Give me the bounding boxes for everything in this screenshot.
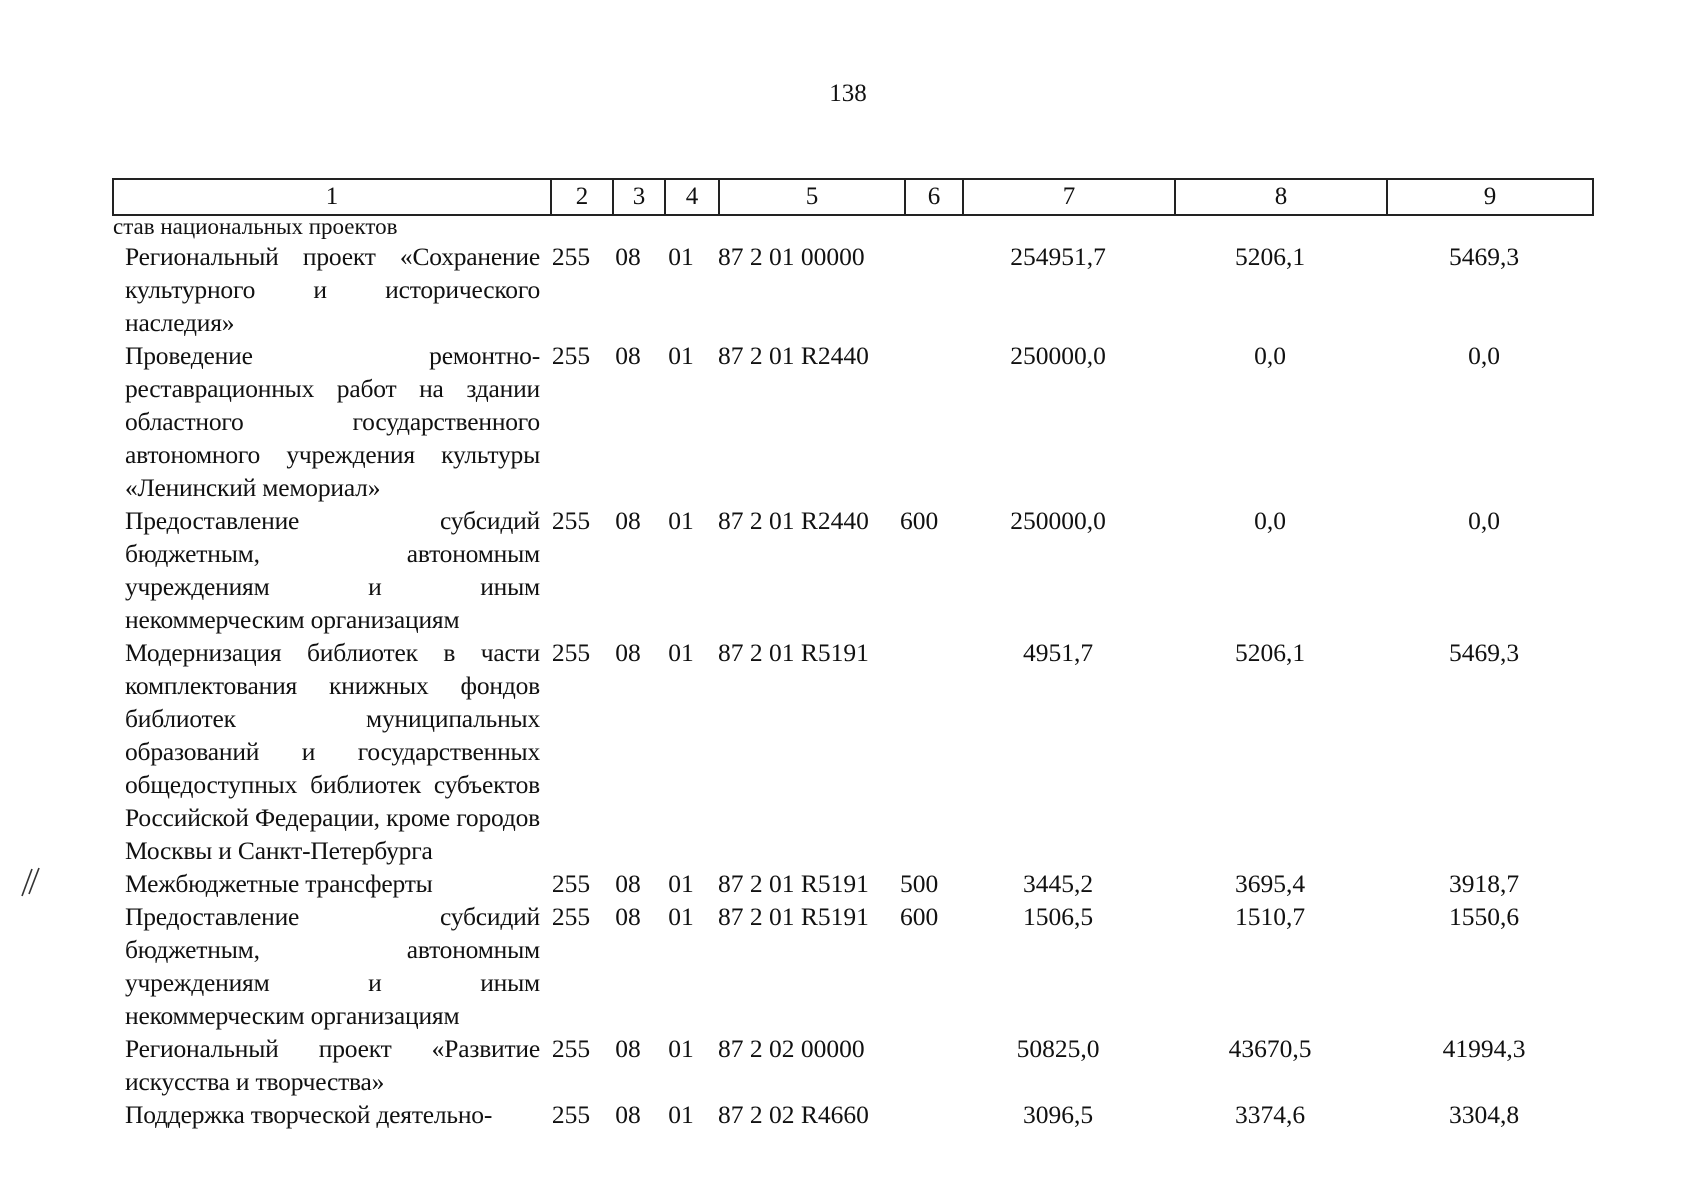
row-amount-col9: 0,0 xyxy=(1468,341,1500,370)
row-ministry-code: 255 xyxy=(551,341,591,370)
row-ministry-code: 255 xyxy=(551,902,591,931)
row-name: Межбюджетные трансферты xyxy=(125,869,433,898)
row-subsection-code: 01 xyxy=(668,902,694,931)
row-target-article: 87 2 01 R5191 xyxy=(718,902,869,931)
row-target-article: 87 2 02 R4660 xyxy=(718,1100,869,1129)
table-row xyxy=(112,240,1592,339)
row-amount-col8: 43670,5 xyxy=(1228,1034,1312,1063)
row-section-code: 08 xyxy=(615,1034,641,1063)
row-target-article: 87 2 01 00000 xyxy=(718,242,865,271)
row-name: Предоставление субсидий бюджетным, автономным учреждениям и иным некоммерческим организациям xyxy=(125,902,540,1030)
row-amount-col8: 0,0 xyxy=(1254,341,1286,370)
handwritten-margin-mark xyxy=(18,866,44,900)
row-amount-col7: 250000,0 xyxy=(1010,341,1106,370)
row-expense-type xyxy=(894,339,952,504)
row-name: Предоставление субсидий бюджетным, автономным учреждениям и иным некоммерческим организациям xyxy=(125,506,540,634)
row-amount-col8: 3374,6 xyxy=(1234,1100,1306,1129)
table-row xyxy=(112,900,1592,1032)
column-number-6: 6 xyxy=(905,179,963,215)
column-number-7: 7 xyxy=(963,179,1175,215)
row-ministry-code: 255 xyxy=(551,869,591,898)
column-number-4: 4 xyxy=(665,179,719,215)
row-name: Поддержка творческой деятельно- xyxy=(125,1100,493,1129)
row-amount-col9: 5469,3 xyxy=(1448,242,1520,271)
row-amount-col8: 5206,1 xyxy=(1234,638,1306,667)
row-amount-col7: 3445,2 xyxy=(1022,869,1094,898)
row-subsection-code: 01 xyxy=(668,1100,694,1129)
row-target-article: 87 2 01 R2440 xyxy=(718,506,869,535)
table-row xyxy=(112,867,1592,900)
column-number-8: 8 xyxy=(1175,179,1387,215)
row-section-code: 08 xyxy=(615,1100,641,1129)
row-amount-col7: 254951,7 xyxy=(1010,242,1106,271)
column-number-2: 2 xyxy=(551,179,613,215)
row-ministry-code: 255 xyxy=(551,1034,591,1063)
table-row xyxy=(112,636,1592,867)
row-name: Проведение ремонтно-реставрационных работ на здании областного государственного автономного учреждения культуры «Ленинский мемориал» xyxy=(125,341,540,502)
row-expense-type xyxy=(894,636,952,867)
row-expense-type: 500 xyxy=(900,869,939,898)
row-amount-col9: 41994,3 xyxy=(1442,1034,1526,1063)
row-amount-col9: 5469,3 xyxy=(1448,638,1520,667)
row-amount-col9: 3304,8 xyxy=(1448,1100,1520,1129)
row-amount-col9: 3918,7 xyxy=(1448,869,1520,898)
row-section-code: 08 xyxy=(615,242,641,271)
row-name: Региональный проект «Сохранение культурного и исторического наследия» xyxy=(125,242,540,337)
table-row xyxy=(112,339,1592,504)
row-amount-col8: 0,0 xyxy=(1254,506,1286,535)
row-subsection-code: 01 xyxy=(668,1034,694,1063)
row-expense-type xyxy=(894,1098,952,1131)
row-expense-type: 600 xyxy=(900,506,939,535)
row-subsection-code: 01 xyxy=(668,341,694,370)
row-amount-col9: 0,0 xyxy=(1468,506,1500,535)
row-amount-col7: 50825,0 xyxy=(1016,1034,1100,1063)
row-amount-col9: 1550,6 xyxy=(1448,902,1520,931)
row-expense-type xyxy=(894,240,952,339)
row-subsection-code: 01 xyxy=(668,506,694,535)
row-amount-col8: 5206,1 xyxy=(1234,242,1306,271)
column-number-3: 3 xyxy=(613,179,665,215)
row-amount-col8: 3695,4 xyxy=(1234,869,1306,898)
column-number-1: 1 xyxy=(113,179,551,215)
row-subsection-code: 01 xyxy=(668,242,694,271)
row-section-code: 08 xyxy=(615,506,641,535)
row-name: Региональный проект «Развитие искусства и творчества» xyxy=(125,1034,540,1096)
row-target-article: 87 2 01 R5191 xyxy=(718,869,869,898)
row-ministry-code: 255 xyxy=(551,242,591,271)
row-amount-col7: 4951,7 xyxy=(1022,638,1094,667)
column-number-header xyxy=(112,178,1594,216)
column-number-5: 5 xyxy=(719,179,905,215)
continuation-fragment: став национальных проектов xyxy=(113,214,398,239)
table-row xyxy=(112,1098,1592,1131)
row-target-article: 87 2 02 00000 xyxy=(718,1034,865,1063)
table-row xyxy=(112,1032,1592,1098)
row-expense-type: 600 xyxy=(900,902,939,931)
column-number-9: 9 xyxy=(1387,179,1593,215)
row-section-code: 08 xyxy=(615,869,641,898)
row-amount-col7: 250000,0 xyxy=(1010,506,1106,535)
row-ministry-code: 255 xyxy=(551,1100,591,1129)
row-expense-type xyxy=(894,1032,952,1098)
page-number: 138 xyxy=(829,80,867,107)
row-ministry-code: 255 xyxy=(551,506,591,535)
row-subsection-code: 01 xyxy=(668,869,694,898)
row-subsection-code: 01 xyxy=(668,638,694,667)
row-section-code: 08 xyxy=(615,902,641,931)
table-row xyxy=(112,504,1592,636)
budget-table-body xyxy=(112,214,1592,1131)
row-ministry-code: 255 xyxy=(551,638,591,667)
row-amount-col7: 1506,5 xyxy=(1022,902,1094,931)
row-target-article: 87 2 01 R5191 xyxy=(718,638,869,667)
row-amount-col8: 1510,7 xyxy=(1234,902,1306,931)
row-target-article: 87 2 01 R2440 xyxy=(718,341,869,370)
row-section-code: 08 xyxy=(615,341,641,370)
row-amount-col7: 3096,5 xyxy=(1022,1100,1094,1129)
row-section-code: 08 xyxy=(615,638,641,667)
row-name: Модернизация библиотек в части комплектования книжных фондов библиотек муниципальных образований и государственных общедоступных библиотек субъектов Российской Федерации, кроме городов Москвы и Санкт-Петербурга xyxy=(125,638,540,865)
